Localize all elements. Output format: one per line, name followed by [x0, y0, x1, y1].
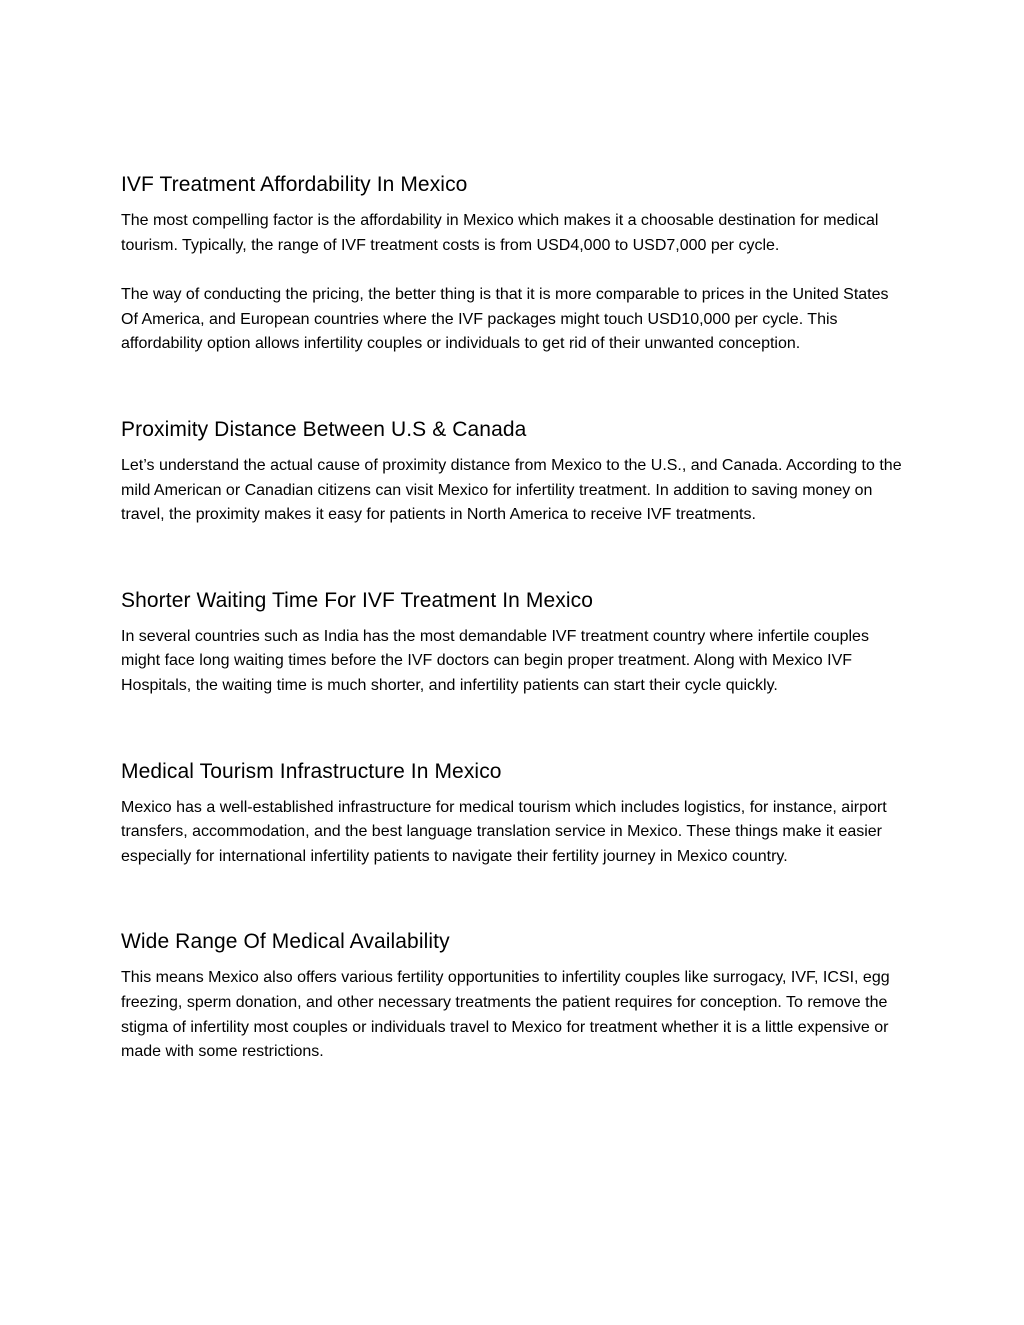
section-heading: Shorter Waiting Time For IVF Treatment In Mexico	[121, 588, 593, 612]
paragraph: This means Mexico also offers various fertility opportunities to infertility couples like surrogacy, IVF, ICSI, egg freezing, sperm donation, and other necessary treatments the patient requires for conception. To remove the stigma of infertility most couples or individuals travel to Mexico for treatment whether it is a little expensive or made with some restrictions.	[121, 969, 890, 1061]
section-heading: Wide Range Of Medical Availability	[121, 930, 450, 954]
section-wide-range-availability	[121, 929, 902, 1064]
paragraph: Let’s understand the actual cause of proximity distance from Mexico to the U.S., and Canada. According to the mild American or Canadian citizens can visit Mexico for infertility treatment. In addition to saving money on travel, the proximity makes it easy for patients in North America to receive IVF treatments.	[121, 456, 902, 524]
section-heading: IVF Treatment Affordability In Mexico	[121, 173, 468, 196]
paragraph: In several countries such as India has the most demandable IVF treatment country where infertile couples might face long waiting times before the IVF doctors can begin proper treatment. Along with Mexico IVF Hospitals, the waiting time is much shorter, and infertility patients can start their cycle quickly.	[121, 627, 869, 694]
paragraph: The way of conducting the pricing, the better thing is that it is more comparable to prices in the United States Of America, and European countries where the IVF packages might touch USD10,000 per cycle. This affordability option allows infertility couples or individuals to get rid of their unwanted conception.	[121, 286, 889, 353]
section-ivf-affordability	[121, 172, 902, 357]
section-shorter-waiting-time	[121, 588, 902, 699]
section-medical-tourism-infrastructure	[121, 759, 902, 870]
paragraph: Mexico has a well-established infrastructure for medical tourism which includes logistics, for instance, airport transfers, accommodation, and the best language translation service in Mexico. These things make it easier especially for international infertility patients to navigate their fertility journey in Mexico country.	[121, 798, 887, 865]
paragraph: The most compelling factor is the affordability in Mexico which makes it a choosable destination for medical tourism. Typically, the range of IVF treatment costs is from USD4,000 to USD7,000 per cycle.	[121, 212, 879, 254]
section-proximity-distance	[121, 417, 902, 528]
section-heading: Medical Tourism Infrastructure In Mexico	[121, 759, 502, 783]
section-heading: Proximity Distance Between U.S & Canada	[121, 417, 527, 441]
